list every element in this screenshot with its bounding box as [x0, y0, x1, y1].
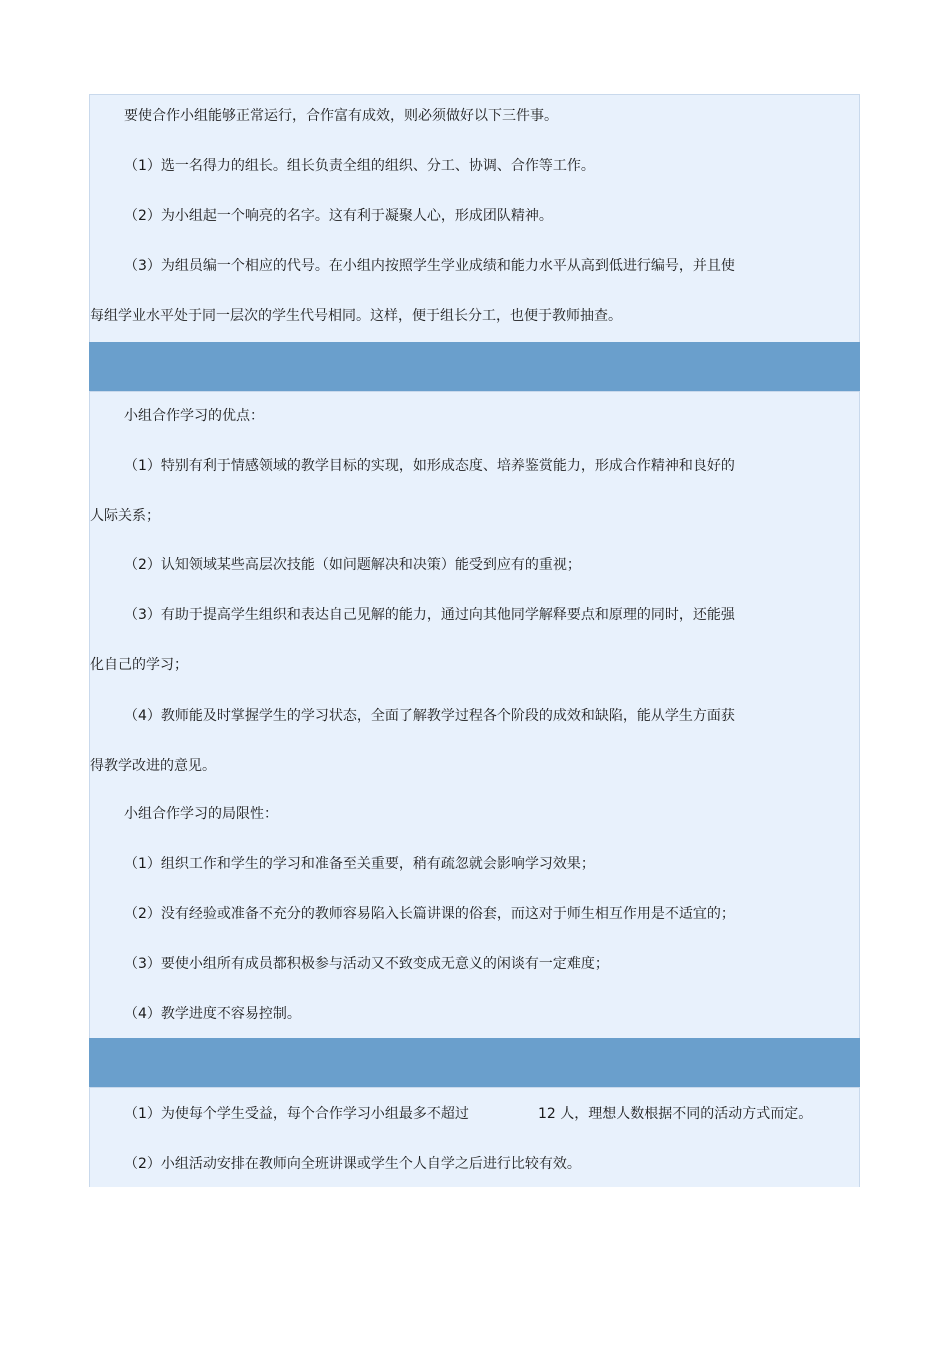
advantage-1-line-1: （1）特别有利于情感领域的教学目标的实现，如形成态度、培养鉴赏能力，形成合作精神和良好的 — [124, 458, 735, 474]
advantage-2: （2）认知领域某些高层次技能（如问题解决和决策）能受到应有的重视； — [124, 557, 581, 573]
section-3-item-1-part-1: （1）为使每个学生受益，每个合作学习小组最多不超过 — [124, 1106, 469, 1122]
limitation-2: （2）没有经验或准备不充分的教师容易陷入长篇讲课的俗套，而这对于师生相互作用是不适宜的； — [124, 906, 735, 922]
advantage-4-line-1: （4）教师能及时掌握学生的学习状态，全面了解教学过程各个阶段的成效和缺陷，能从学生方面获 — [124, 708, 735, 724]
section-3-header-bar — [89, 1038, 860, 1088]
limitations-title: 小组合作学习的局限性： — [124, 806, 278, 822]
limitation-1: （1）组织工作和学生的学习和准备至关重要，稍有疏忽就会影响学习效果； — [124, 856, 595, 872]
limitation-4: （4）教学进度不容易控制。 — [124, 1006, 301, 1022]
section-3-item-2: （2）小组活动安排在教师向全班讲课或学生个人自学之后进行比较有效。 — [124, 1156, 581, 1172]
limitation-3: （3）要使小组所有成员都积极参与活动又不致变成无意义的闲谈有一定难度； — [124, 956, 609, 972]
section-1-intro: 要使合作小组能够正常运行，合作富有成效，则必须做好以下三件事。 — [124, 108, 558, 124]
section-1-item-2: （2）为小组起一个响亮的名字。这有利于凝聚人心，形成团队精神。 — [124, 208, 553, 224]
advantage-1-line-2: 人际关系； — [90, 508, 160, 524]
section-2-header-bar — [89, 342, 860, 392]
section-3-item-1-part-2: 12 人，理想人数根据不同的活动方式而定。 — [538, 1106, 813, 1122]
section-1-item-3-line-1: （3）为组员编一个相应的代号。在小组内按照学生学业成绩和能力水平从高到低进行编号，并且使 — [124, 258, 735, 274]
section-1-item-3-line-2: 每组学业水平处于同一层次的学生代号相同。这样，便于组长分工，也便于教师抽查。 — [90, 308, 622, 324]
advantage-3-line-2: 化自己的学习； — [90, 657, 188, 673]
advantage-3-line-1: （3）有助于提高学生组织和表达自己见解的能力，通过向其他同学解释要点和原理的同时，还能强 — [124, 607, 735, 623]
advantage-4-line-2: 得教学改进的意见。 — [90, 758, 216, 774]
section-1-item-1: （1）选一名得力的组长。组长负责全组的组织、分工、协调、合作等工作。 — [124, 158, 595, 174]
advantages-title: 小组合作学习的优点： — [124, 408, 264, 424]
